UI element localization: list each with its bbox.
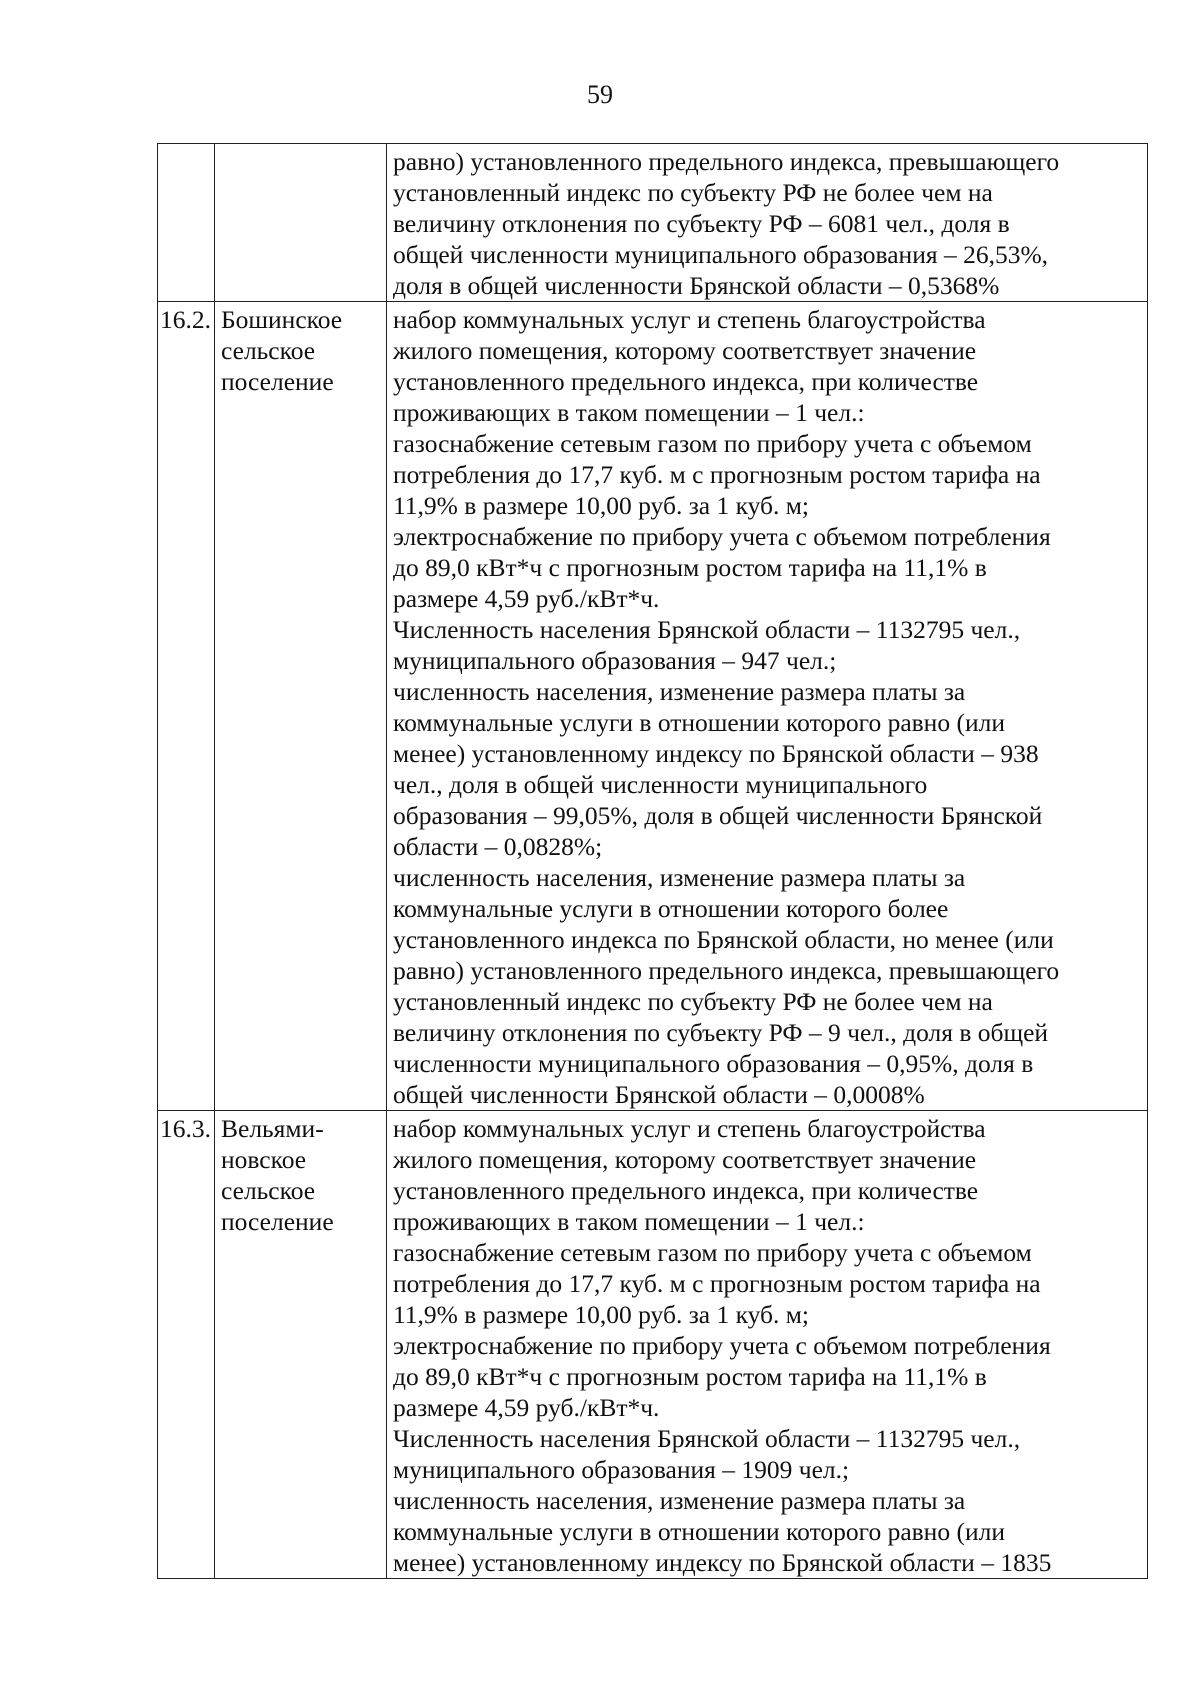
description-line: размере 4,59 руб./кВт*ч. — [393, 1393, 660, 1422]
description-line: Численность населения Брянской области – 1132795 чел., — [393, 615, 1021, 644]
settlement-name-line: новское — [221, 1145, 307, 1174]
row-number-cell: 16.3. — [158, 1111, 215, 1579]
description-line: проживающих в таком помещении – 1 чел.: — [393, 398, 865, 427]
description-line: установленного предельного индекса, при количестве — [393, 1176, 979, 1205]
description-line: численность населения, изменение размера платы за — [393, 1486, 966, 1515]
description-line: набор коммунальных услуг и степень благоустройства — [393, 305, 986, 334]
description-line: Численность населения Брянской области – 1132795 чел., — [393, 1424, 1021, 1453]
description-line: численность населения, изменение размера платы за — [393, 677, 966, 706]
description-line: области – 0,0828%; — [393, 832, 603, 861]
description-line: менее) установленному индексу по Брянской области – 1835 — [393, 1548, 1052, 1577]
table-row — [158, 302, 1148, 1111]
description-line: доля в общей численности Брянской области – 0,5368% — [393, 271, 1000, 300]
description-line: образования – 99,05%, доля в общей численности Брянской — [393, 801, 1043, 830]
description-line: жилого помещения, которому соответствует значение — [393, 1145, 977, 1174]
document-table — [157, 143, 1148, 1579]
description-line: численности муниципального образования – 0,95%, доля в — [393, 1049, 1034, 1078]
description-line: электроснабжение по прибору учета с объемом потребления — [393, 1331, 1051, 1360]
description-line: до 89,0 кВт*ч с прогнозным ростом тарифа на 11,1% в — [393, 1362, 987, 1391]
description-line: газоснабжение сетевым газом по прибору учета с объемом — [393, 1238, 1032, 1267]
description-line: численность населения, изменение размера платы за — [393, 863, 966, 892]
description-line: муниципального образования – 1909 чел.; — [393, 1455, 850, 1484]
description-line: набор коммунальных услуг и степень благоустройства — [393, 1114, 986, 1143]
settlement-name-line: сельское — [221, 1176, 316, 1205]
description-line: до 89,0 кВт*ч с прогнозным ростом тарифа на 11,1% в — [393, 553, 987, 582]
description-line: размере 4,59 руб./кВт*ч. — [393, 584, 660, 613]
description-line: величину отклонения по субъекту РФ – 9 чел., доля в общей — [393, 1018, 1049, 1047]
settlement-name-line: поселение — [221, 1207, 334, 1236]
table-body — [158, 144, 1148, 1579]
description-line: коммунальные услуги в отношении которого равно (или — [393, 1517, 1005, 1546]
description-line: равно) установленного предельного индекса, превышающего — [393, 956, 1060, 985]
description-line: общей численности муниципального образования – 26,53%, — [393, 240, 1049, 269]
description-line: установленного предельного индекса, при количестве — [393, 367, 979, 396]
description-line: жилого помещения, которому соответствует значение — [393, 336, 977, 365]
table-row — [158, 1111, 1148, 1579]
settlement-name-cell — [215, 302, 387, 1111]
settlement-name-line: сельское — [221, 336, 316, 365]
settlement-name-line: Бошинское — [221, 305, 343, 334]
description-line: равно) установленного предельного индекса, превышающего — [393, 147, 1060, 176]
description-line: величину отклонения по субъекту РФ – 6081 чел., доля в — [393, 209, 1010, 238]
description-line: потребления до 17,7 куб. м с прогнозным ростом тарифа на — [393, 460, 1041, 489]
row-number-cell — [158, 144, 215, 302]
description-cell — [387, 144, 1148, 302]
description-line: коммунальные услуги в отношении которого равно (или — [393, 708, 1005, 737]
settlement-name-line: поселение — [221, 367, 334, 396]
description-cell — [387, 1111, 1148, 1579]
description-line: проживающих в таком помещении – 1 чел.: — [393, 1207, 865, 1236]
description-cell — [387, 302, 1148, 1111]
description-line: установленного индекса по Брянской области, но менее (или — [393, 925, 1054, 954]
settlement-name-cell — [215, 1111, 387, 1579]
description-line: 11,9% в размере 10,00 руб. за 1 куб. м; — [393, 491, 809, 520]
description-line: установленный индекс по субъекту РФ не более чем на — [393, 987, 993, 1016]
settlement-name-cell — [215, 144, 387, 302]
description-line: коммунальные услуги в отношении которого более — [393, 894, 949, 923]
row-number-cell: 16.2. — [158, 302, 215, 1111]
description-line: чел., доля в общей численности муниципального — [393, 770, 928, 799]
settlement-name-line: Вельями- — [221, 1114, 324, 1143]
description-line: установленный индекс по субъекту РФ не более чем на — [393, 178, 993, 207]
description-line: газоснабжение сетевым газом по прибору учета с объемом — [393, 429, 1032, 458]
description-line: электроснабжение по прибору учета с объемом потребления — [393, 522, 1051, 551]
description-line: менее) установленному индексу по Брянской области – 938 — [393, 739, 1039, 768]
table-row — [158, 144, 1148, 302]
description-line: общей численности Брянской области – 0,0008% — [393, 1080, 925, 1109]
page-number: 59 — [587, 80, 613, 109]
description-line: потребления до 17,7 куб. м с прогнозным ростом тарифа на — [393, 1269, 1041, 1298]
description-line: муниципального образования – 947 чел.; — [393, 646, 837, 675]
description-line: 11,9% в размере 10,00 руб. за 1 куб. м; — [393, 1300, 809, 1329]
